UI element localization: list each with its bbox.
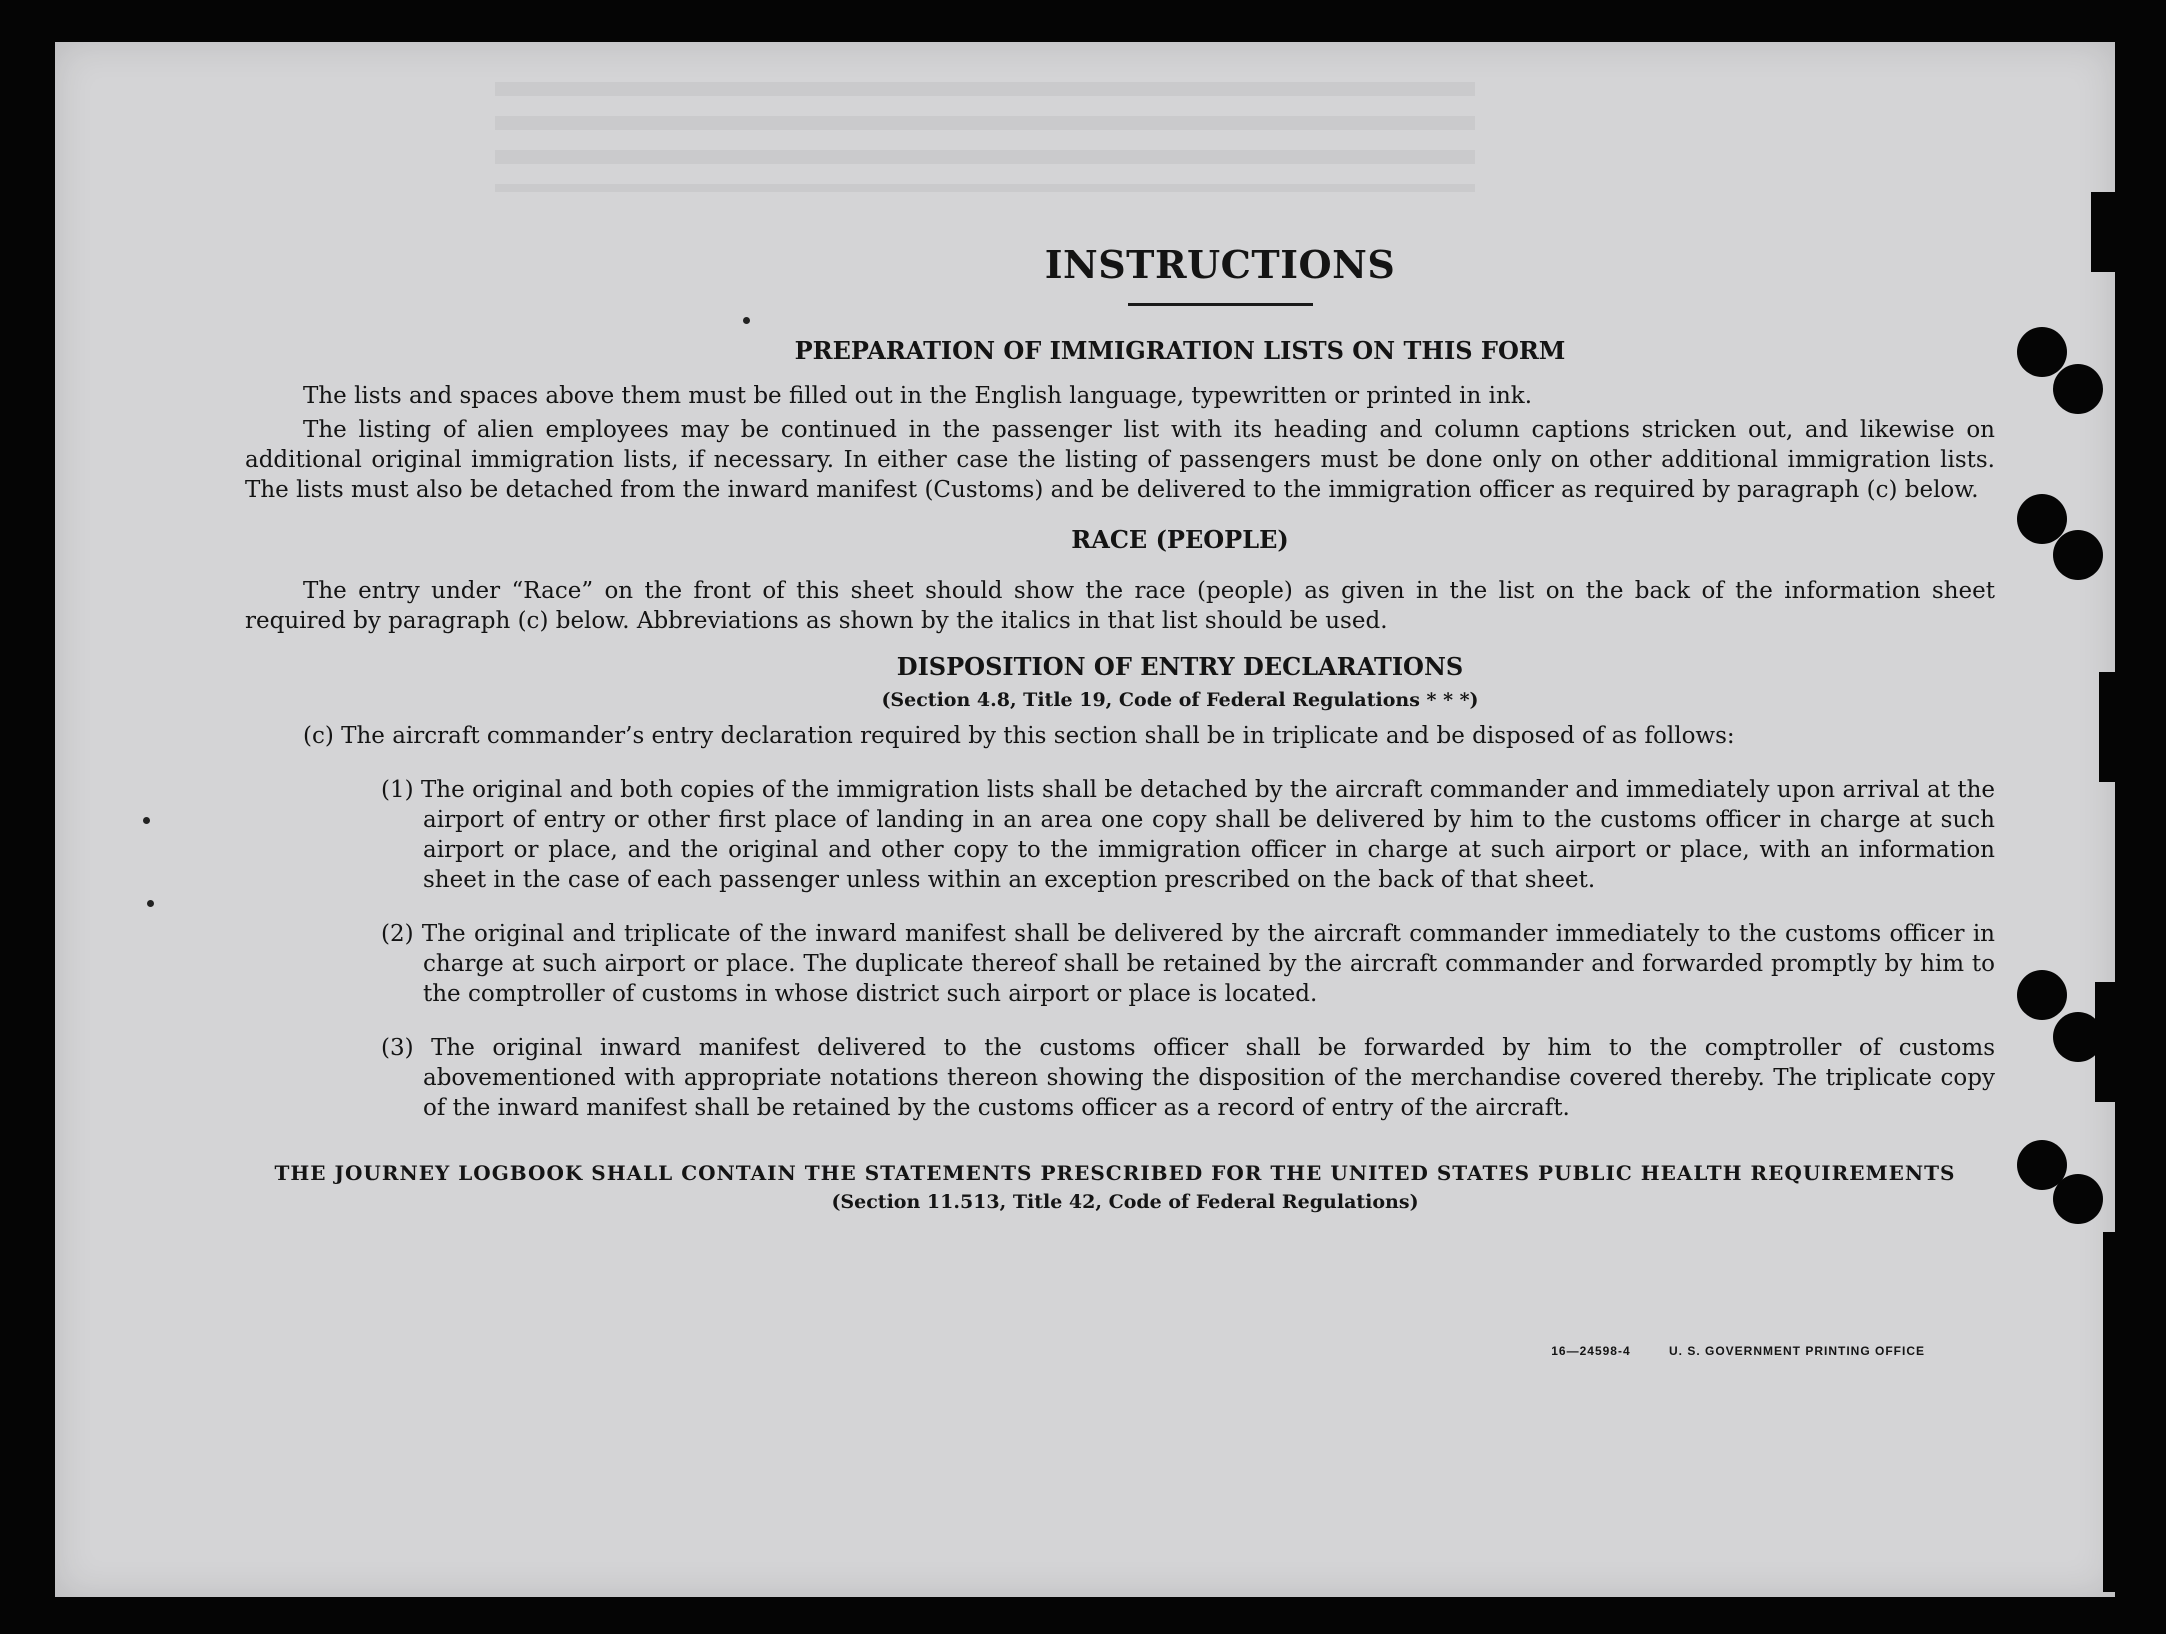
section-citation: (Section 4.8, Title 19, Code of Federal Regulations * * *) xyxy=(881,689,1479,711)
section-heading: PREPARATION OF IMMIGRATION LISTS ON THIS FORM xyxy=(794,336,1566,365)
punch-hole xyxy=(2053,530,2103,580)
ink-speck xyxy=(147,900,154,907)
paper-sheet xyxy=(55,42,2115,1597)
torn-edge xyxy=(2095,982,2121,1102)
torn-edge xyxy=(2091,192,2121,272)
section-heading: DISPOSITION OF ENTRY DECLARATIONS xyxy=(896,652,1464,681)
torn-edge xyxy=(2099,672,2121,782)
list-item: (1) The original and both copies of the immigration lists shall be detached by the aircraft commander and immediately upon arrival at the airport of entry or other first place of landing in an area one copy shall be delivered by him to the customs officer in charge at such airport or place, and the original and other copy to the immigration officer in charge at such airport or place, with an information sheet in the case of each passenger unless within an exception prescribed on the back of that sheet. xyxy=(381,777,1995,893)
punch-hole xyxy=(2017,970,2067,1020)
section-preparation xyxy=(245,336,1995,505)
title-underline xyxy=(1128,303,1313,306)
printer-imprint xyxy=(1551,1344,1925,1358)
paragraph: The listing of alien employees may be continued in the passenger list with its heading and column captions stricken out, and likewise on additional original immigration lists, if necessary. In either case the listing of passengers must be done only on other additional immigration lists. The lists must also be detached from the inward manifest (Customs) and be delivered to the immigration officer as required by paragraph (c) below. xyxy=(245,417,1995,503)
ink-speck xyxy=(143,817,150,824)
punch-hole xyxy=(2053,364,2103,414)
footer-note-block xyxy=(235,1161,1995,1213)
paragraph: The lists and spaces above them must be filled out in the English language, typewritten or printed in ink. xyxy=(303,383,1533,409)
list-item: (3) The original inward manifest delivered to the customs officer shall be forwarded by him to the comptroller of customs abovementioned with appropriate notations thereon showing the disposition of the merchandise covered thereby. The triplicate copy of the inward manifest shall be retained by the customs officer as a record of entry of the aircraft. xyxy=(381,1035,1995,1121)
torn-edge xyxy=(2103,1232,2121,1592)
form-number: 16—24598-4 xyxy=(1551,1344,1631,1358)
paragraph: The entry under “Race” on the front of this sheet should show the race (people) as given in the list on the back of the information sheet required by paragraph (c) below. Abbreviations as shown by the italics in that list should be used. xyxy=(245,578,1995,634)
page-title: INSTRUCTIONS xyxy=(1044,242,1396,287)
instructions-body xyxy=(245,242,1995,1213)
footer-note: THE JOURNEY LOGBOOK SHALL CONTAIN THE STATEMENTS PRESCRIBED FOR THE UNITED STATES PUBLIC HEALTH REQUIREMENTS xyxy=(274,1161,1956,1185)
list-item: (2) The original and triplicate of the inward manifest shall be delivered by the aircraft commander immediately to the customs officer in charge at such airport or place. The duplicate thereof shall be retained by the aircraft commander and forwarded promptly by him to the comptroller of customs in whose district such airport or place is located. xyxy=(381,921,1995,1007)
section-disposition xyxy=(245,652,1995,1123)
bleed-through xyxy=(495,82,1475,192)
paragraph-intro: (c) The aircraft commander’s entry declaration required by this section shall be in triplicate and be disposed of as follows: xyxy=(303,723,1735,749)
printer-name: U. S. GOVERNMENT PRINTING OFFICE xyxy=(1668,1344,1925,1358)
punch-hole xyxy=(2017,327,2067,377)
section-race xyxy=(245,525,1995,636)
punch-hole xyxy=(2053,1174,2103,1224)
footer-citation: (Section 11.513, Title 42, Code of Federal Regulations) xyxy=(831,1191,1419,1213)
section-heading: RACE (PEOPLE) xyxy=(1071,525,1289,554)
